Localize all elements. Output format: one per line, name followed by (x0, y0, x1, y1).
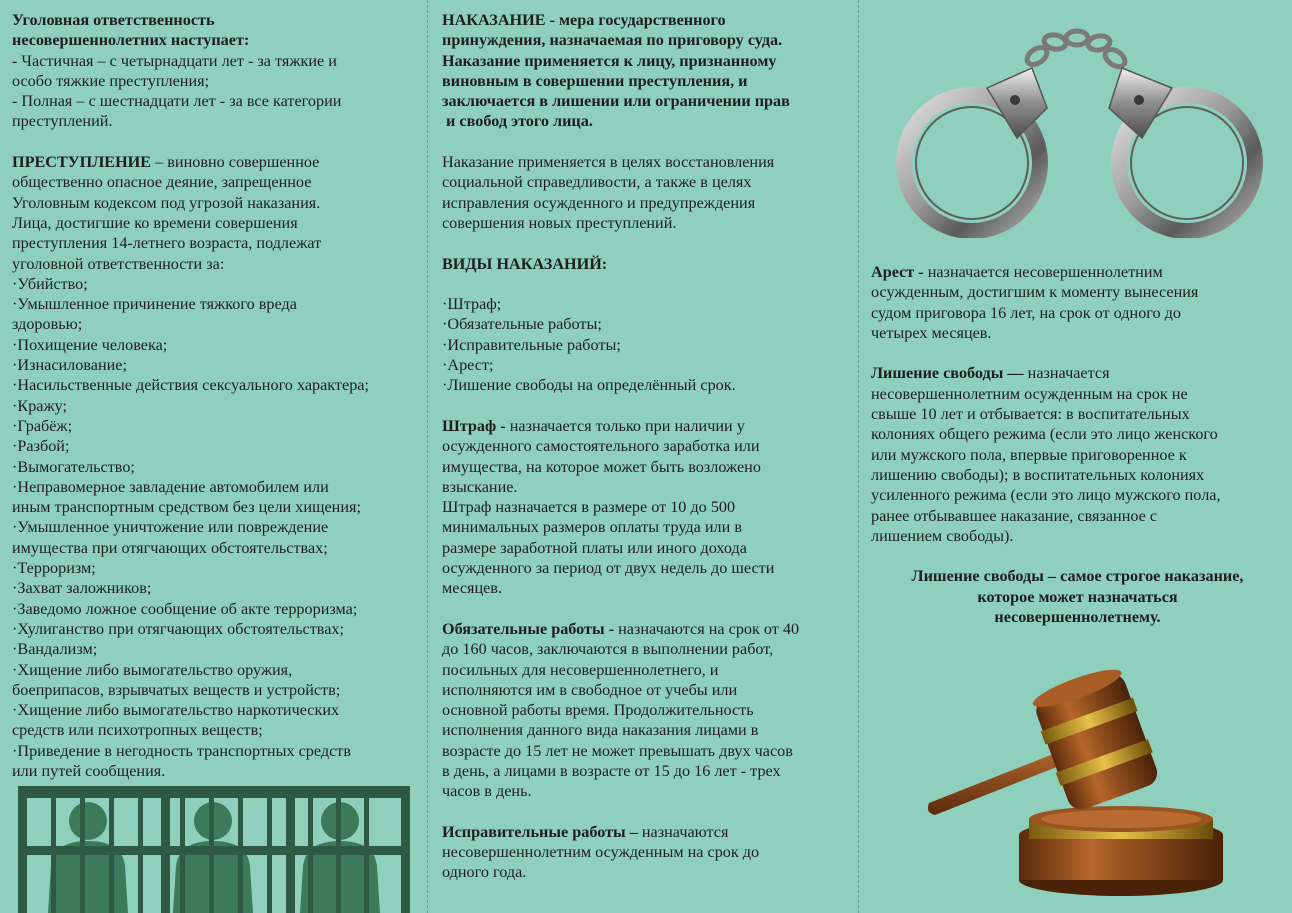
column-right (859, 0, 1292, 913)
list-item: боеприпасов, взрывчатых веществ и устройств; (12, 680, 341, 699)
list-item: ·Вандализм; (12, 640, 98, 659)
list-item: ·Терроризм; (12, 559, 96, 578)
prison-bars-icon (18, 786, 410, 913)
column-left: Уголовная ответственность несовершеннолетних наступает: - Частичная – с четырнадцати лет - за тяжкие и особо тяжкие преступления; - Полная – с шестнадцати лет - за все категории преступлений. ПРЕСТУПЛЕНИЕ – виновно совершенное общественно опасное деяние, запрещенное Уголовным кодексом под угрозой наказания. Лица, достигшие ко времени совершения преступления 14-летнего возраста, подлежат уголовной ответственности за: ·Убийство; ·Умышленное причинение тяжкого вреда здоровью; ·Похищение человека; ·Изнасилование; ·Насильственные действия сексуального характера; ·Кражу; ·Грабёж; ·Разбой; ·Вымогательство; ·Неправомерное завладение автомобилем или иным транспортным средством без цели хищения; ·Умышленное уничтожение или повреждение имущества при отягчающих обстоятельствах; ·Терроризм; ·Захват заложников; ·Заведомо ложное сообщение об акте терроризма; ·Хулиганство при отягчающих обстоятельствах; ·Вандализм; ·Хищение либо вымогательство оружия, боеприпасов, взрывчатых веществ и устройств; ·Хищение либо вымогательство наркотических средств или психотропных веществ; ·Приведение в негодность транспортных средств или путей сообщения. (0, 0, 427, 913)
punishment-types-list (442, 294, 850, 395)
handcuffs-icon (887, 28, 1267, 238)
crimes-list (12, 274, 421, 781)
list-item: имущества при отягчающих обстоятельствах; (12, 538, 328, 557)
punishment-definition: НАКАЗАНИЕ - мера государственного принуждения, назначаемая по приговору суда. Наказание применяется к лицу, признанному виновным в совершении преступления, и заключается в лишении или ограничении прав и свобод этого лица. (442, 11, 790, 131)
list-item: ·Обязательные работы; (442, 315, 602, 334)
list-item: ·Хулиганство при отягчающих обстоятельствах; (12, 619, 344, 638)
list-item: ·Заведомо ложное сообщение об акте терроризма; (12, 599, 358, 618)
list-item: ·Приведение в негодность транспортных средств (12, 741, 351, 760)
liability-heading: Уголовная ответственность (12, 11, 215, 29)
deprivation-section: Лишение свободы — назначается несовершеннолетним осужденным на срок не свыше 10 лет и отбывается: в воспитательных колониях общего режима (если это лицо женского или мужского пола, впервые приговоренное к лишению свободы); в воспитательных колониях усиленного режима (если это лицо мужского пола, ранее отбывавшее наказание, связанное с лишением свободы). (871, 364, 1221, 545)
list-item: здоровью; (12, 315, 83, 334)
list-item: ·Штраф; (442, 295, 502, 314)
list-item: ·Лишение свободы на определённый срок. (442, 376, 736, 395)
list-item: или путей сообщения. (12, 761, 166, 780)
list-item: ·Насильственные действия сексуального характера; (12, 376, 369, 395)
list-item: ·Хищение либо вымогательство оружия, (12, 660, 293, 679)
list-item: ·Арест; (442, 356, 494, 375)
arrest-section: Арест - назначается несовершеннолетним осужденным, достигшим к моменту вынесения судом приговора 16 лет, на срок от одного до четырех месяцев. Лишение свободы — назначается несовершеннолетним осужденным на срок не свыше 10 лет и отбывается: в воспитательных колониях общего режима (если это лицо женского или мужского пола, впервые приговоренное к лишению свободы); в воспитательных колониях усиленного режима (если это лицо мужского пола, ранее отбывавшее наказание, связанное с лишением свободы). Лишение свободы – самое строгое наказание, которое может назначаться несовершеннолетнему. (871, 262, 1284, 627)
list-item: ·Грабёж; (12, 416, 73, 435)
list-item: ·Умышленное причинение тяжкого вреда (12, 295, 297, 314)
full-liability: - Полная – с шестнадцати лет - за все категории (12, 92, 342, 111)
corrective-work-section: Исправительные работы – назначаются несовершеннолетним осужденным на срок до одного года. (442, 822, 760, 882)
list-item: ·Исправительные работы; (442, 335, 621, 354)
types-heading: ВИДЫ НАКАЗАНИЙ: (442, 254, 608, 273)
mandatory-work-section: Обязательные работы - назначаются на срок от 40 до 160 часов, заключаются в выполнении работ, посильных для несовершеннолетнего, и исполняются им в свободное от учебы или основной работы время. Продолжительность исполнения данного вида наказания лицами в возрасте до 15 лет не может превышать двух часов в день, а лицами в возрасте от 15 до 16 лет - трех часов в день. (442, 619, 800, 801)
list-item: средств или психотропных веществ; (12, 721, 263, 740)
list-item: ·Вымогательство; (12, 457, 135, 476)
fine-section: Штраф - назначается только при наличии у осужденного самостоятельного заработка или имущества, на которое может быть возложено взыскание. Штраф назначается в размере от 10 до 500 минимальных размеров оплаты труда или в размере заработной платы или иного дохода осужденного за период от двух недель до шести месяцев. (442, 416, 775, 598)
punishment-purpose: Наказание применяется в целях восстановления социальной справедливости, а также в целях исправления осужденного и предупреждения совершения новых преступлений. (442, 153, 775, 232)
list-item: ·Кражу; (12, 396, 68, 415)
list-item: ·Неправомерное завладение автомобилем или (12, 477, 329, 496)
gavel-icon (921, 655, 1281, 900)
list-item: ·Убийство; (12, 274, 88, 293)
list-item: ·Умышленное уничтожение или повреждение (12, 518, 329, 537)
list-item: ·Хищение либо вымогательство наркотических (12, 701, 340, 720)
list-item: ·Захват заложников; (12, 579, 152, 598)
list-item: ·Похищение человека; (12, 335, 168, 354)
partial-liability: - Частичная – с четырнадцати лет - за тяжкие и (12, 51, 337, 70)
crime-definition: ПРЕСТУПЛЕНИЕ – виновно совершенное (12, 153, 320, 172)
list-item: иным транспортным средством без цели хищения; (12, 498, 361, 517)
list-item: ·Разбой; (12, 437, 70, 456)
list-item: ·Изнасилование; (12, 356, 127, 375)
column-middle (428, 0, 858, 913)
conclusion-note: Лишение свободы – самое строгое наказание, которое может назначаться несовершеннолетнему. (911, 567, 1244, 627)
